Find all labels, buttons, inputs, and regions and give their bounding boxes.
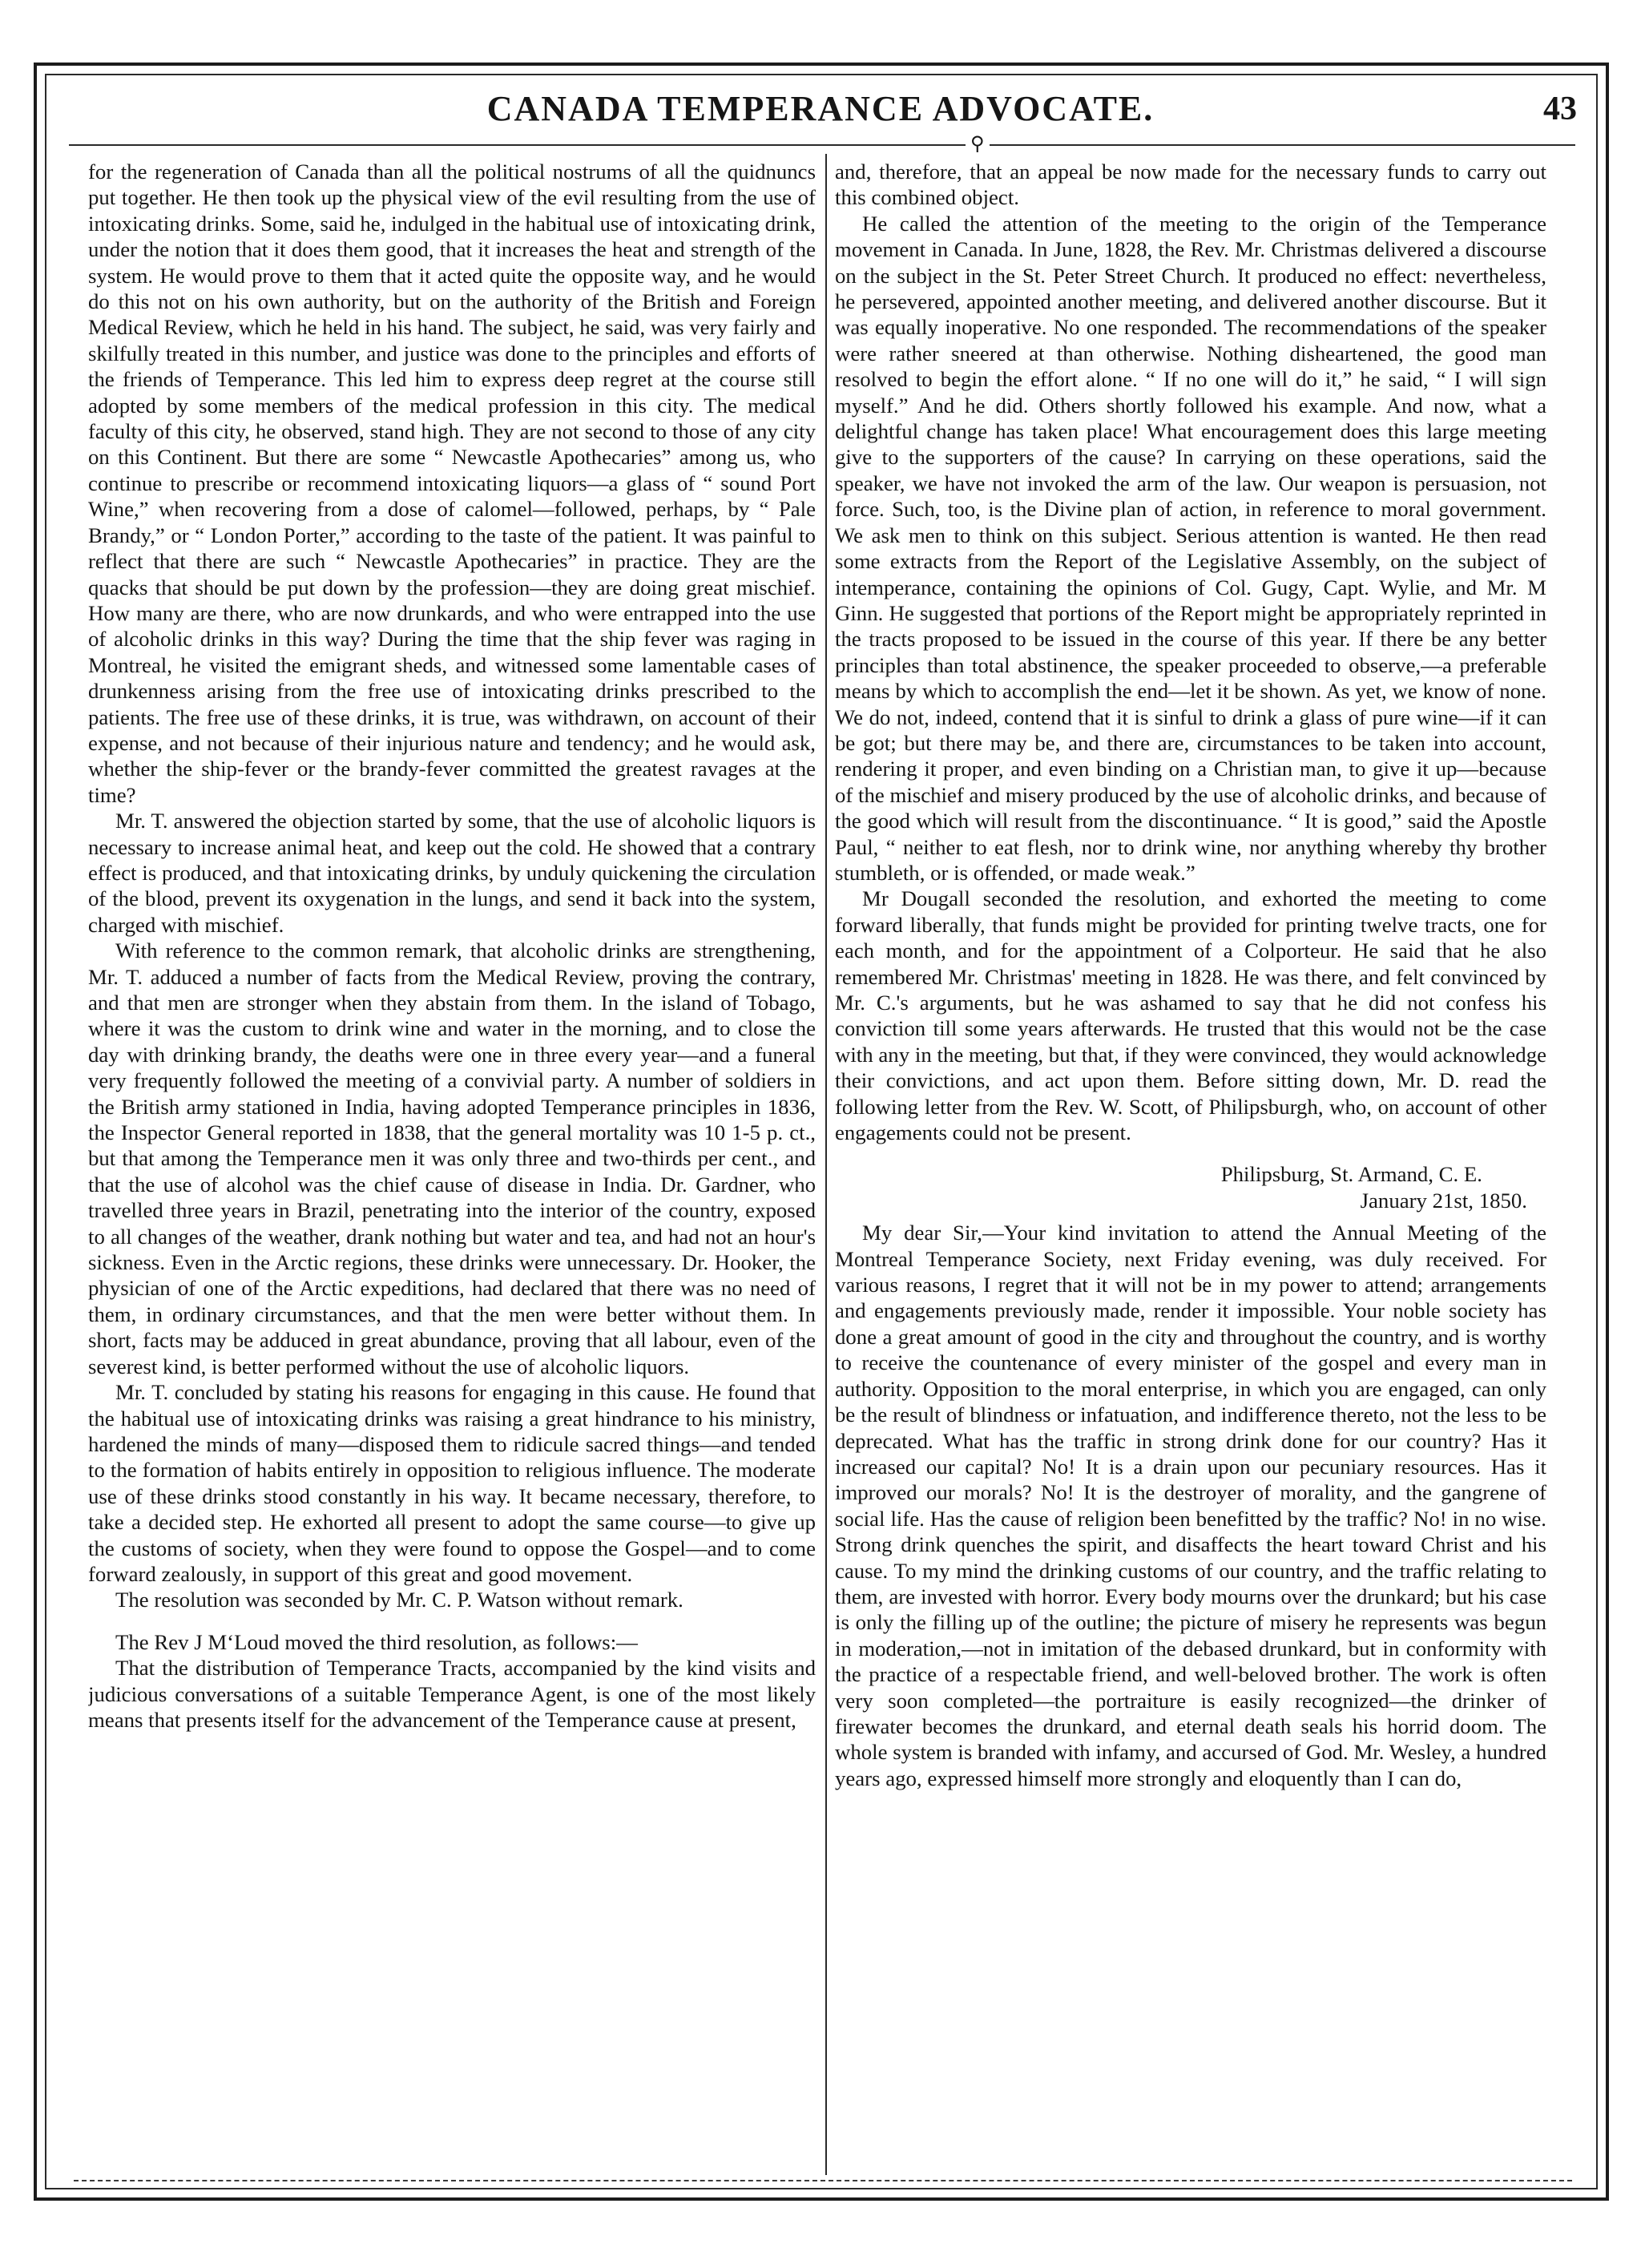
paragraph: He called the attention of the meeting to the origin of the Temperance movement in Canada. In June, 1828, the Rev. Mr. Christmas delivered a discourse on the subject in the St. Peter Street Church. It produced no effect: nevertheless, he persevered, appointed another meeting, and delivered another discourse. But it was equally inoperative. No one responded. The recommendations of the speaker were rather sneered at than otherwise. Nothing disheartened, the good man resolved to begin the effort alone. “ If no one will do it,” he said, “ I will sign myself.” And he did. Others shortly followed his example. And now, what a delightful change has taken place! What encouragement does this large meeting give to the supporters of the cause? In carrying on these operations, said the speaker, we have not invoked the arm of the law. Our weapon is persuasion, not force. Such, too, is the Divine plan of action, in reference to moral government. We ask men to think on this subject. Serious attention is wanted. He then read some extracts from the Report of the Legislative Assembly, on the subject of intemperance, containing the opinions of Col. Gugy, Capt. Wylie, and Mr. M Ginn. He suggested that portions of the Report might be appropriately reprinted in the tracts proposed to be issued in the course of this year. If there be any better principles than total abstinence, the speaker proceeded to observe,—a preferable means by which to accomplish the end—let it be shown. As yet, we know of none. We do not, indeed, contend that it is sinful to drink a glass of pure wine—if it can be got; but there may be, and there are, circumstances to be taken into account, rendering it proper, and even binding on a Christian man, to give it up—because of the mischief and misery produced by the use of alcoholic drinks, and because of the good which will result from the discontinuance. “ It is good,” said the Apostle Paul, “ neither to eat flesh, nor to drink wine, nor anything whereby thy brother stumbleth, or is offended, or made weak.” xyxy=(835,211,1546,885)
paragraph: The resolution was seconded by Mr. C. P. Watson without remark. xyxy=(115,1588,683,1612)
right-column xyxy=(835,159,1546,2178)
letter-place: Philipsburg, St. Armand, C. E. xyxy=(1220,1162,1482,1187)
paragraph: and, therefore, that an appeal be now made for the necessary funds to carry out this combined object. xyxy=(835,159,1546,210)
paragraph: Mr Dougall seconded the resolution, and exhorted the meeting to come forward liberally, that funds might be provided for printing twelve tracts, one for each month, and for the appointment of a Colporteur. He said that he also remembered Mr. Christmas' meeting in 1828. He was there, and felt convinced by Mr. C.'s arguments, but he was ashamed to say that he did not confess his conviction till some years afterwards. He trusted that this would not be the case with any in the meeting, but that, if they were convinced, they would acknowledge their convictions, and act upon them. Before sitting down, Mr. D. read the following letter from the Rev. W. Scott, of Philipsburgh, who, on account of other engagements could not be present. xyxy=(835,886,1546,1145)
letter-date: January 21st, 1850. xyxy=(1360,1188,1527,1213)
resolution-intro: The Rev J M‘Loud moved the third resolution, as follows:— xyxy=(115,1629,638,1654)
paragraph: Mr. T. answered the objection started by some, that the use of alcoholic liquors is necessary to increase animal heat, and keep out the cold. He showed that a contrary effect is produced, and that intoxicating drinks, by unduly quickening the circulation of the blood, prevent its oxygenation in the lungs, and send it back into the system, charged with mischief. xyxy=(88,809,816,937)
resolution-text: That the distribution of Temperance Tracts, accompanied by the kind visits and judicious conversations of a suitable Temperance Agent, is one of the most likely means that presents itself for the advancement of the Temperance cause at present, xyxy=(88,1656,816,1732)
page-number: 43 xyxy=(1543,91,1577,127)
page-title: CANADA TEMPERANCE ADVOCATE. xyxy=(486,89,1155,128)
header-rule xyxy=(69,144,1575,146)
footer-rule xyxy=(74,2180,1572,2181)
paragraph: for the regeneration of Canada than all the political nostrums of all the quidnuncs put together. He then took up the physical view of the evil resulting from the use of intoxicating drinks. Some, said he, indulged in the habitual use of intoxicating drink, under the notion that it does them good, that it increases the heat and strength of the system. He would prove to them that it acted quite the opposite way, and he would do this not on his own authority, but on the authority of the British and Foreign Medical Review, which he held in his hand. The subject, he said, was very fairly and skilfully treated in this number, and justice was done to the principles and efforts of the friends of Temperance. This led him to express deep regret at the course still adopted by some members of the medical profession in this city. The medical faculty of this city, he observed, stand high. They are not second to those of any city on this Continent. But there are some “ Newcastle Apothecaries” among us, who continue to prescribe or recommend intoxicating liquors—a glass of “ sound Port Wine,” when recovering from a dose of calomel—followed, perhaps, by “ Pale Brandy,” or “ London Porter,” according to the taste of the patient. It was painful to reflect that there are such “ Newcastle Apothecaries” in practice. They are the quacks that should be put down by the profession—they are doing great mischief. How many are there, who are now drunkards, and who were entrapped into the use of alcoholic drinks in this way? During the time that the ship fever was raging in Montreal, he visited the emigrant sheds, and witnessed some lamentable cases of drunkenness arising from the free use of intoxicating drinks prescribed to the patients. The free use of these drinks, it is true, was withdrawn, on account of their expense, and not because of their injurious nature and tendency; and he would ask, whether the ship-fever or the brandy-fever committed the greatest ravages at the time? xyxy=(88,159,816,807)
paragraph: Mr. T. concluded by stating his reasons for engaging in this cause. He found that the habitual use of intoxicating drinks was raising a great hindrance to his ministry, hardened the minds of many—disposed them to ridicule sacred things—and tended to the formation of habits entirely in opposition to religious influence. The moderate use of these drinks stood constantly in his way. It became necessary, therefore, to take a decided step. He exhorted all present to adopt the same course—to give up the customs of society, when they were found to oppose the Gospel—and to come forward zealously, in support of this great and good movement. xyxy=(88,1380,816,1586)
column-divider xyxy=(825,154,827,2175)
paragraph: With reference to the common remark, that alcoholic drinks are strengthening, Mr. T. adduced a number of facts from the Medical Review, proving the contrary, and that men are stronger when they abstain from them. In the island of Tobago, where it was the custom to drink wine and water in the morning, and to close the day with drinking brandy, the deaths were one in three every year—and a funeral very frequently followed the meeting of a convivial party. A number of soldiers in the British army stationed in India, having adopted Temperance principles in 1836, the Inspector General reported in 1838, that the general mortality was 10 1-5 p. ct., but that among the Temperance men it was only three and two-thirds per cent., and that the use of alcohol was the chief cause of disease in India. Dr. Gardner, who travelled three years in Brazil, penetrating into the interior of the country, exposed to all changes of the weather, drank nothing but water and tea, and had not an hour's sickness. Even in the Arctic regions, these drinks were unnecessary. Dr. Hooker, the physician of one of the Arctic expeditions, had declared that there was no need of them, in ordinary circumstances, and that the men were better without them. In short, facts may be adduced in great abundance, proving that all labour, even of the severest kind, is better performed without the use of alcoholic liquors. xyxy=(88,938,816,1378)
ornament-icon: ⚲ xyxy=(966,135,990,154)
letter-body: My dear Sir,—Your kind invitation to attend the Annual Meeting of the Montreal Temperance Society, next Friday evening, was duly received. For various reasons, I regret that it will not be in my power to attend; arrangements and engagements previously made, render it impossible. Your noble society has done a great amount of good in the city and throughout the country, and is worthy to receive the countenance of every minister of the gospel and every man in authority. Opposition to the moral enterprise, in which you are engaged, can only be the result of blindness or infatuation, and indifference thereto, not the less to be deprecated. What has the traffic in strong drink done for our country? Has it increased our capital? No! It is a drain upon our pecuniary resources. Has it improved our morals? No! It is the destroyer of morality, and the gangrene of social life. Has the cause of religion been benefitted by the traffic? No! in no wise. Strong drink quenches the spirit, and disaffects the heart toward Christ and his cause. To my mind the drinking customs of our country, and the traffic relating to them, are invested with horror. Every body mourns over the drunkard; but his case is only the filling up of the outline; the picture of misery he represents was begun in moderation,—not in imitation of the debased drunkard, but in conformity with the practice of a respectable friend, and well-beloved brother. The work is often very soon completed—the portraiture is easily recognized—the drinker of firewater becomes the drunkard, and eternal death seals his horrid doom. The whole system is branded with infamy, and accursed of God. Mr. Wesley, a hundred years ago, expressed himself more strongly and eloquently than I can do, xyxy=(835,1221,1546,1790)
left-column xyxy=(88,159,816,2178)
